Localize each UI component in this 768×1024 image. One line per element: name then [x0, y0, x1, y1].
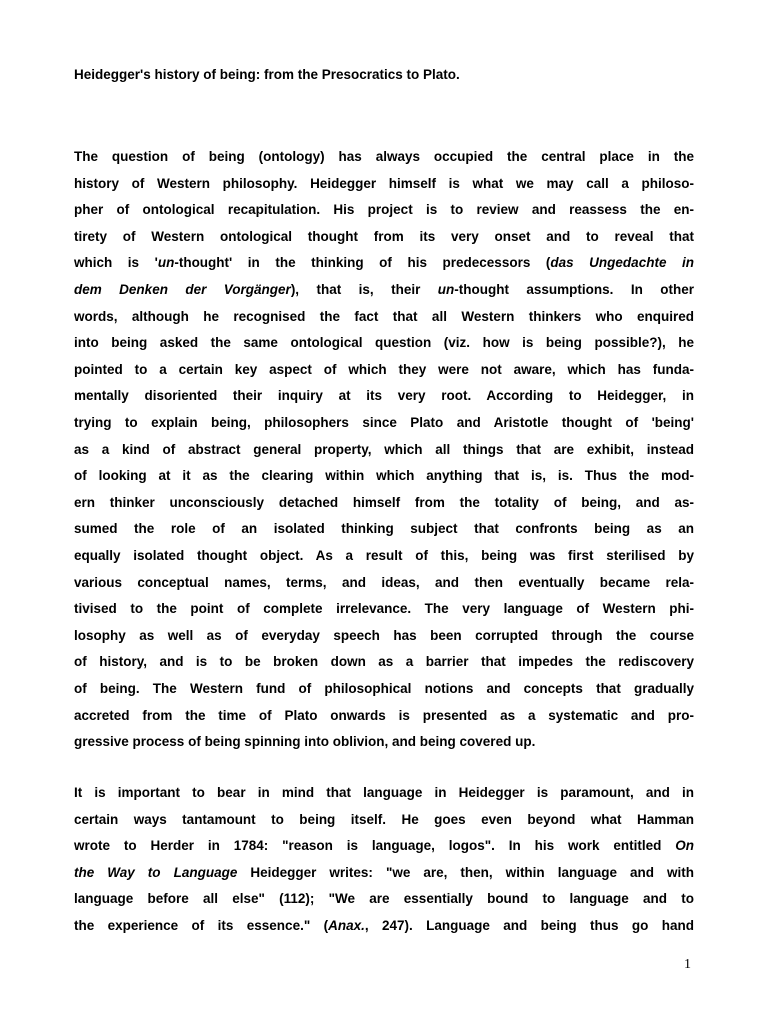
text-line — [74, 494, 694, 512]
text-run: of history, and is to be broken down as a barrier that impedes the rediscovery — [74, 654, 694, 670]
text-run: words, although he recognised the fact that all Western thinkers who enquired — [74, 308, 694, 324]
text-line — [74, 784, 694, 802]
text-line — [74, 414, 694, 432]
text-run: of looking at it as the clearing within which anything that is, is. Thus the mod- — [74, 468, 694, 484]
text-line — [74, 254, 694, 272]
text-line — [74, 890, 694, 908]
text-line — [74, 201, 694, 219]
text-run: wrote to Herder in 1784: "reason is language, logos". In his work entitled — [74, 838, 676, 854]
text-line — [74, 148, 694, 166]
text-run: losophy as well as of everyday speech has been corrupted through the course — [74, 627, 694, 643]
text-line — [74, 387, 694, 405]
text-line — [74, 653, 694, 671]
text-line — [74, 334, 694, 352]
text-run: ), that is, their — [290, 282, 438, 297]
text-line — [74, 680, 694, 698]
text-line — [74, 281, 694, 299]
text-run: certain ways tantamount to being itself. He goes even beyond what Hamman — [74, 811, 694, 827]
text-run: sumed the role of an isolated thinking subject that confronts being as an — [74, 521, 694, 537]
text-line — [74, 228, 694, 246]
text-run: ern thinker unconsciously detached himself from the totality of being, and as- — [74, 494, 694, 510]
italic-text: dem Denken der Vorgänger — [74, 282, 291, 297]
text-line — [74, 811, 694, 829]
text-line — [74, 574, 694, 592]
text-run: trying to explain being, philosophers since Plato and Aristotle thought of 'being' — [74, 415, 694, 430]
text-run: equally isolated thought object. As a result of this, being was first sterilised by — [74, 548, 694, 563]
text-run: tirety of Western ontological thought from its very onset and to reveal that — [74, 228, 694, 244]
text-run: as a kind of abstract general property, which all things that are exhibit, instead — [74, 441, 694, 457]
text-run: , 247). Language and being thus go hand — [364, 918, 694, 933]
text-line — [74, 361, 694, 379]
text-run: tivised to the point of complete irrelevance. The very language of Western phi- — [74, 601, 694, 617]
italic-text: das Ungedachte in — [550, 255, 694, 271]
text-run: the experience of its essence." ( — [74, 918, 329, 933]
italic-text: the Way to Language — [74, 864, 238, 880]
text-line — [74, 837, 694, 855]
italic-text: Anax. — [328, 918, 365, 933]
text-run: various conceptual names, terms, and ideas, and then eventually became rela- — [74, 574, 694, 590]
text-line — [74, 175, 694, 193]
page-number: 1 — [684, 957, 691, 972]
text-line — [74, 627, 694, 645]
text-run: -thought' in the thinking of his predecessors ( — [174, 255, 551, 271]
text-line — [74, 917, 694, 935]
text-run: language before all else" (112); "We are essentially bound to language and to — [74, 891, 694, 907]
text-run: pointed to a certain key aspect of which they were not aware, which has funda- — [74, 361, 694, 377]
text-run: accreted from the time of Plato onwards is presented as a systematic and pro- — [74, 707, 694, 723]
text-line — [74, 308, 694, 326]
text-line — [74, 707, 694, 725]
text-line — [74, 520, 694, 538]
document-title: Heidegger's history of being: from the Presocratics to Plato. — [74, 67, 460, 82]
text-line — [74, 441, 694, 459]
italic-text: un — [157, 255, 175, 271]
text-line — [74, 547, 694, 565]
text-line — [74, 600, 694, 618]
text-line — [74, 467, 694, 485]
text-run: The question of being (ontology) has always occupied the central place in the — [74, 149, 694, 164]
text-run: pher of ontological recapitulation. His project is to review and reassess the en- — [74, 202, 694, 218]
text-run: of being. The Western fund of philosophical notions and concepts that gradually — [74, 681, 694, 696]
text-run: into being asked the same ontological question (viz. how is being possible?), he — [74, 335, 694, 351]
text-run: gressive process of being spinning into oblivion, and being covered up. — [74, 734, 536, 750]
text-line — [74, 864, 694, 882]
italic-text: On — [675, 838, 694, 854]
text-run: mentally disoriented their inquiry at its very root. According to Heidegger, in — [74, 388, 694, 404]
text-run: which is ' — [74, 255, 158, 271]
text-run: It is important to bear in mind that language in Heidegger is paramount, and in — [74, 785, 694, 800]
text-run: Heidegger writes: "we are, then, within language and with — [237, 864, 695, 880]
italic-text: un — [437, 282, 455, 297]
text-line — [74, 733, 535, 751]
text-run: history of Western philosophy. Heidegger himself is what we may call a philoso- — [74, 175, 694, 191]
text-run: -thought assumptions. In other — [454, 282, 694, 297]
